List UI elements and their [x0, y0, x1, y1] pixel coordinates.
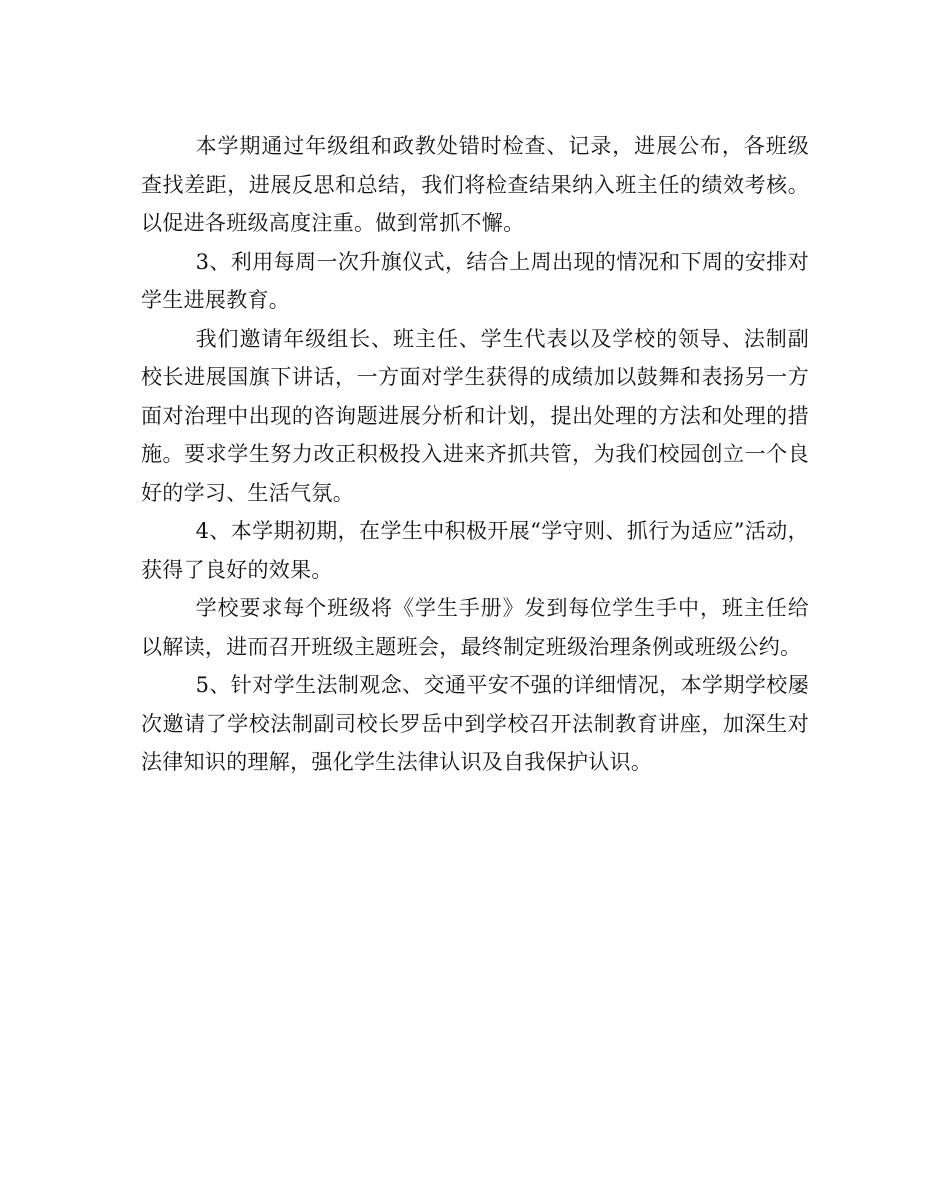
paragraph-legal-education: 5、针对学生法制观念、交通平安不强的详细情况，本学期学校屡次邀请了学校法制副司校长罗岳中到学校召开法制教育讲座，加深生对法律知识的理解，强化学生法律认识及自我保护认识。: [141, 673, 809, 774]
paragraph-inspection-results: 本学期通过年级组和政教处错时检查、记录，进展公布，各班级查找差距，进展反思和总结，我们将检查结果纳入班主任的绩效考核。以促进各班级高度注重。做到常抓不懈。: [141, 134, 809, 235]
paragraph-flag-speeches: 我们邀请年级组长、班主任、学生代表以及学校的领导、法制副校长进展国旗下讲话，一方面对学生获得的成绩加以鼓舞和表扬另一方面对治理中出现的咨询题进展分析和计划，提出处理的方法和处理的措施。要求学生努力改正积极投入进来齐抓共管，为我们校园创立一个良好的学习、生活气氛。: [141, 326, 809, 505]
paragraph-code-of-conduct-activity: 4、本学期初期，在学生中积极开展“学守则、抓行为适应”活动，获得了良好的效果。: [141, 519, 809, 582]
document-body: [141, 127, 809, 782]
paragraph-flag-ceremony: 3、利用每周一次升旗仪式，结合上周出现的情况和下周的安排对学生进展教育。: [141, 249, 809, 312]
paragraph-student-handbook: 学校要求每个班级将《学生手册》发到每位学生手中，班主任给以解读，进而召开班级主题班会，最终制定班级治理条例或班级公约。: [141, 596, 809, 659]
